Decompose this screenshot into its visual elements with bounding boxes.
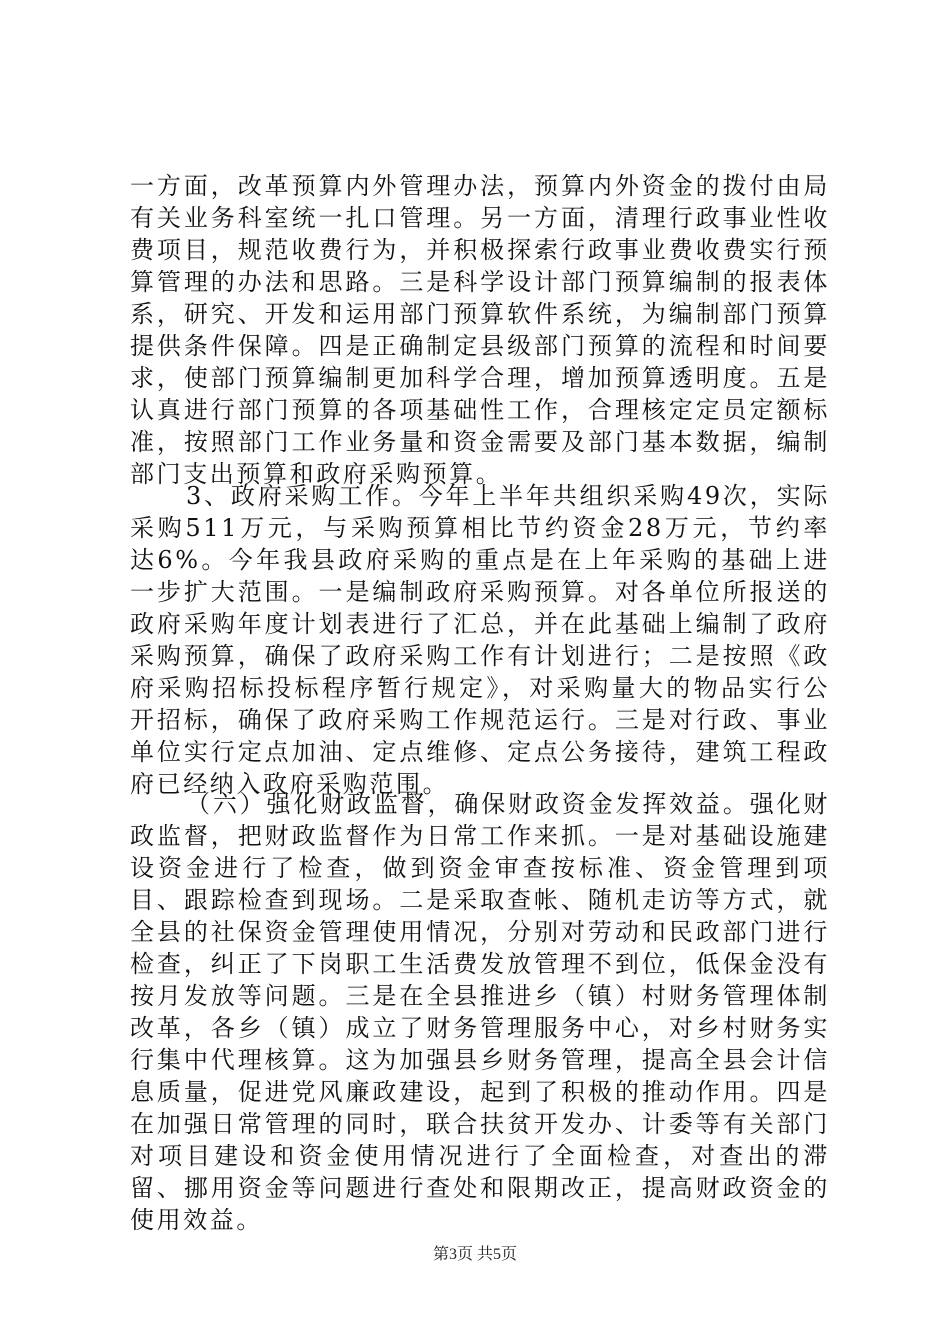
paragraph-financial-supervision: （六）强化财政监督，确保财政资金发挥效益。强化财政监督，把财政监督作为日常工作来抓。一是对基础设施建设资金进行了检查，做到资金审查按标准、资金管理到项目、跟踪检查到现场。二是采取查帐、随机走访等方式，就全县的社保资金管理使用情况，分别对劳动和民政部门进行检查，纠正了下岗职工生活费发放管理不到位，低保金没有按月发放等问题。三是在全县推进乡（镇）村财务管理体制改革，各乡（镇）成立了财务管理服务中心，对乡村财务实行集中代理核算。这为加强县乡财务管理，提高全县会计信息质量，促进党风廉政建设，起到了积极的推动作用。四是在加强日常管理的同时，联合扶贫开发办、计委等有关部门对项目建设和资金使用情况进行了全面检查，对查出的滞留、挪用资金等问题进行查处和限期改正，提高财政资金的使用效益。	[130, 790, 830, 1234]
paragraph-budget-management: 一方面，改革预算内外管理办法，预算内外资金的拨付由局有关业务科室统一扎口管理。另一方面，清理行政事业性收费项目，规范收费行为，并积极探索行政事业费收费实行预算管理的办法和思路。三是科学设计部门预算编制的报表体系，研究、开发和运用部门预算软件系统，为编制部门预算提供条件保障。四是正确制定县级部门预算的流程和时间要求，使部门预算编制更加科学合理，增加预算透明度。五是认真进行部门预算的各项基础性工作，合理核定定员定额标准，按照部门工作业务量和资金需要及部门基本数据，编制部门支出预算和政府采购预算。	[130, 172, 830, 488]
page-number-footer: 第3页 共5页	[432, 1246, 517, 1263]
paragraph-government-procurement: 3、政府采购工作。今年上半年共组织采购49次，实际采购511万元，与采购预算相比节约资金28万元，节约率达6%。今年我县政府采购的重点是在上年采购的基础上进一步扩大范围。一是编制政府采购预算。对各单位所报送的政府采购年度计划表进行了汇总，并在此基础上编制了政府采购预算，确保了政府采购工作有计划进行；二是按照《政府采购招标投标程序暂行规定》，对采购量大的物品实行公开招标，确保了政府采购工作规范运行。三是对行政、事业单位实行定点加油、定点维修、定点公务接待，建筑工程政府已经纳入政府采购范围。	[130, 482, 830, 798]
